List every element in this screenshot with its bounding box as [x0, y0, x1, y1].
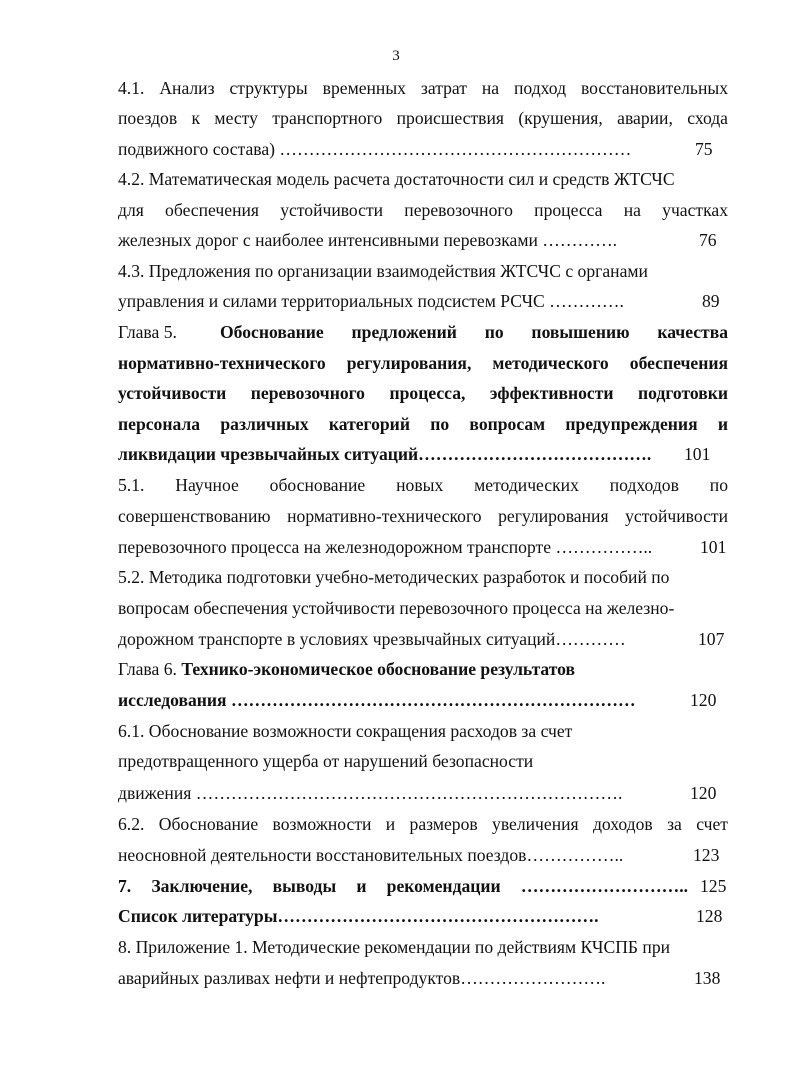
toc-chapter-5-line-2: нормативно-технического регулирования, методического обеспечения — [118, 353, 728, 373]
toc-entry-4-3-line-1: 4.3. Предложения по организации взаимодействия ЖТСЧС с органами — [118, 261, 648, 281]
toc-entry-5-1-line-1: 5.1. Научное обоснование новых методических подходов по — [118, 475, 728, 495]
toc-chapter-5-line-5: ликвидации чрезвычайных ситуаций…………………………………. — [118, 444, 652, 464]
toc-entry-4-1-line-3: подвижного состава) …………………………………………………… — [118, 139, 632, 159]
toc-entry-7-line-1: 7. Заключение, выводы и рекомендации ……………………….. — [118, 876, 688, 896]
toc-entry-4-3-line-2: управления и силами территориальных подсистем РСЧС …………. — [118, 291, 624, 311]
toc-entry-8-page: 138 — [694, 968, 721, 988]
toc-entry-7-page: 125 — [700, 876, 727, 896]
toc-entry-4-3-page: 89 — [702, 291, 720, 311]
toc-entry-5-2-line-2: вопросам обеспечения устойчивости перевозочного процесса на железно- — [118, 598, 675, 618]
toc-entry-5-2-page: 107 — [698, 629, 725, 649]
toc-entry-5-1-page: 101 — [700, 537, 727, 557]
toc-entry-4-1-line-2: поездов к месту транспортного происшествия (крушения, аварии, схода — [118, 108, 728, 128]
toc-entry-5-2-line-3: дорожном транспорте в условиях чрезвычайных ситуаций………… — [118, 629, 626, 649]
toc-chapter-5-line-3: устойчивости перевозочного процесса, эффективности подготовки — [118, 383, 728, 403]
toc-entry-6-1-page: 120 — [690, 783, 717, 803]
toc-bibliography-page: 128 — [696, 906, 723, 926]
toc-chapter-6-line-2: исследования …………………………………………………………… — [118, 690, 636, 710]
toc-entry-4-1-line-1: 4.1. Анализ структуры временных затрат на подход восстановительных — [118, 78, 728, 98]
toc-entry-8-line-2: аварийных разливах нефти и нефтепродуктов……………………. — [118, 968, 606, 988]
page-number: 3 — [392, 48, 400, 64]
toc-chapter-6-label: Глава 6. — [118, 659, 177, 679]
toc-entry-6-1-line-2: предотвращенного ущерба от нарушений безопасности — [118, 751, 534, 771]
toc-entry-4-2-line-3: железных дорог с наиболее интенсивными перевозками …………. — [118, 230, 618, 250]
toc-entry-5-1-line-3: перевозочного процесса на железнодорожном транспорте …………….. — [118, 537, 653, 557]
toc-chapter-5-title-start: Обоснование предложений по повышению качества — [220, 322, 728, 342]
toc-entry-4-2-page: 76 — [699, 230, 717, 250]
toc-chapter-6-title-start: Технико-экономическое обоснование результатов — [181, 659, 576, 679]
toc-entry-5-1-line-2: совершенствованию нормативно-технического регулирования устойчивости — [118, 506, 728, 526]
toc-chapter-6-line-1 — [118, 658, 575, 680]
toc-entry-5-2-line-1: 5.2. Методика подготовки учебно-методических разработок и пособий по — [118, 567, 670, 587]
toc-chapter-5-line-1 — [118, 321, 728, 343]
toc-entry-6-2-line-1: 6.2. Обоснование возможности и размеров увеличения доходов за счет — [118, 814, 728, 834]
toc-entry-6-1-line-1: 6.1. Обоснование возможности сокращения расходов за счет — [118, 721, 573, 741]
toc-entry-4-2-line-2: для обеспечения устойчивости перевозочного процесса на участках — [118, 200, 728, 220]
toc-bibliography-line-1: Список литературы………………………………………………. — [118, 906, 599, 926]
toc-entry-4-1-page: 75 — [695, 139, 713, 159]
toc-entry-6-2-page: 123 — [693, 845, 720, 865]
toc-entry-8-line-1: 8. Приложение 1. Методические рекомендации по действиям КЧСПБ при — [118, 937, 671, 957]
toc-entry-6-2-line-2: неосновной деятельности восстановительных поездов…………….. — [118, 845, 624, 865]
toc-chapter-5-page: 101 — [684, 444, 711, 464]
toc-entry-6-1-line-3: движения ………………………………………………………………. — [118, 783, 623, 803]
toc-chapter-5-line-4: персонала различных категорий по вопросам предупреждения и — [118, 414, 728, 434]
toc-chapter-5-label: Глава 5. — [118, 322, 177, 342]
toc-entry-4-2-line-1: 4.2. Математическая модель расчета достаточности сил и средств ЖТСЧС — [118, 169, 675, 189]
toc-chapter-6-page: 120 — [690, 690, 717, 710]
